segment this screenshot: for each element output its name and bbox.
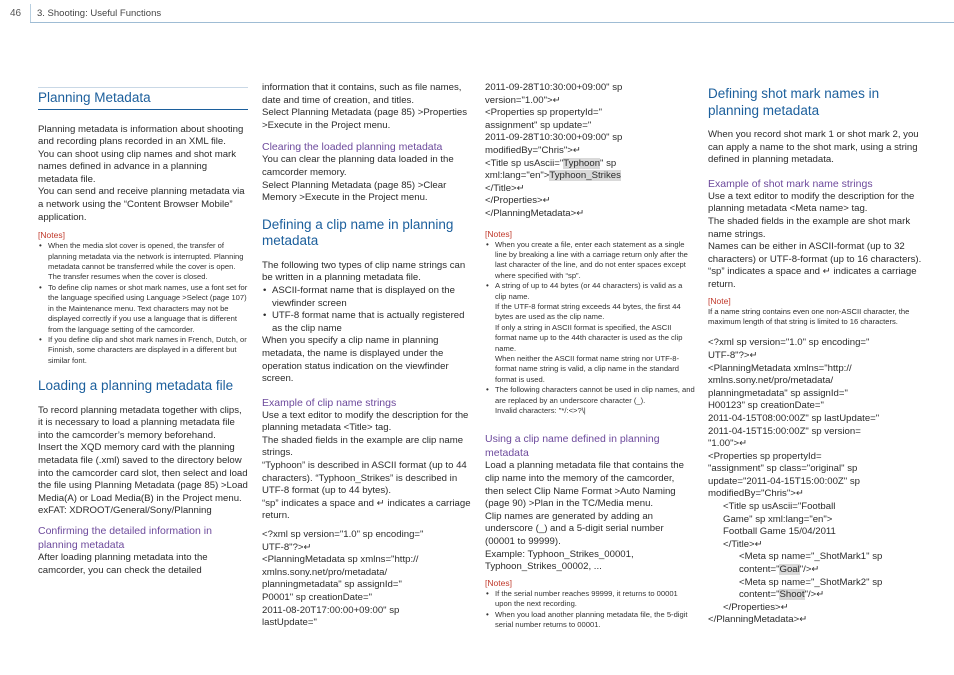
ascii-name-highlight: Typhoon bbox=[563, 157, 601, 169]
heading-clearing: Clearing the loaded planning metadata bbox=[262, 141, 443, 154]
paragraph: You can shoot using clip names and shot mark names defined in advance in a planning metadata file. bbox=[38, 148, 237, 185]
column-4 bbox=[708, 86, 923, 627]
code-line: 2011-04-15T15:00:00Z" sp version= bbox=[708, 425, 861, 437]
section-title: 3. Shooting: Useful Functions bbox=[37, 8, 162, 19]
heading-example-clip-name: Example of clip name strings bbox=[262, 396, 397, 409]
code-fragment: xml:lang="en"> bbox=[485, 170, 550, 182]
code-line: content="Shoot"/>↵ bbox=[739, 589, 825, 601]
code-line: planningmetadata" sp assignId=" bbox=[708, 387, 848, 399]
code-fragment: " sp bbox=[600, 157, 617, 169]
paragraph: Load a planning metadata file that contains the clip name into the memory of the camcorder, then select Clip Name Format >Auto Naming (page 90) >Plan in the TC/Media menu. bbox=[485, 460, 684, 510]
notes-label: [Notes] bbox=[38, 230, 65, 241]
code-line: <?xml sp version="1.0" sp encoding=" bbox=[262, 529, 424, 541]
code-line: "assignment" sp class="original" sp bbox=[708, 463, 858, 475]
notes-list bbox=[485, 240, 695, 417]
paragraph: The shaded fields in the example are clip name strings. bbox=[262, 434, 464, 459]
code-line bbox=[485, 158, 695, 171]
code-line: 2011-09-28T10:30:00+09:00" sp bbox=[485, 132, 623, 144]
code-line: xmlns.sony.net/pro/metadata/ bbox=[708, 375, 834, 387]
column-1 bbox=[38, 87, 248, 577]
code-line: 2011-09-28T10:30:00+09:00" sp bbox=[485, 82, 623, 93]
code-line: 2011-04-15T08:00:00Z" sp lastUpdate=" bbox=[708, 412, 880, 424]
paragraph: Example: Typhoon_Strikes_00001, Typhoon_Strikes_00002, ... bbox=[485, 548, 634, 573]
page-number: 46 bbox=[10, 8, 22, 19]
paragraph: You can send and receive planning metadata via a network using the “Content Browser Mobile” application. bbox=[38, 186, 245, 223]
paragraph: When you specify a clip name in planning metadata, the name is displayed under the operation status indication on the viewfinder screen. bbox=[262, 335, 449, 385]
code-line: H00123" sp creationDate=" bbox=[708, 400, 824, 412]
list-item: • UTF-8 format name that is actually registered as the clip name bbox=[262, 310, 472, 335]
notes-list bbox=[485, 589, 695, 631]
heading-example-shot-mark: Example of shot mark name strings bbox=[708, 177, 873, 190]
note-item: • The following characters cannot be used in clip names, and are replaced by an underscore character (_). Invalid characters: "*/:<>?\| bbox=[485, 385, 695, 416]
heading-loading-file: Loading a planning metadata file bbox=[38, 378, 234, 394]
paragraph: When you record shot mark 1 or shot mark 2, you can apply a name to the shot mark, using a string defined in planning metadata. bbox=[708, 129, 919, 166]
note-item: • When you create a file, enter each statement as a single line by breaking a line with a carriage return only after the last character of the line, and do not enter spaces except where specified with “sp”. bbox=[485, 240, 695, 282]
paragraph: “sp” indicates a space and ↵ indicates a carriage return. bbox=[262, 497, 471, 522]
code-line: </Title>↵ bbox=[485, 182, 525, 194]
shot-mark-2-highlight: Shoot bbox=[779, 589, 805, 601]
code-line: modifiedBy="Chris">↵ bbox=[708, 488, 804, 500]
code-line: <Title sp usAscii="Football bbox=[723, 501, 836, 513]
header-rule bbox=[30, 22, 954, 23]
code-line: update="2011-04-15T15:00:00Z" sp bbox=[708, 475, 860, 487]
code-line: <Meta sp name="_ShotMark2" sp bbox=[739, 576, 883, 588]
paragraph: To record planning metadata together with clips, it is necessary to load a planning metadata file into the camcorder’s memory beforehand. bbox=[38, 404, 242, 441]
code-line: version="1.00">↵ bbox=[485, 94, 561, 106]
paragraph: Use a text editor to modify the description for the planning metadata <Meta name> tag. bbox=[708, 190, 915, 215]
note-item: • When the media slot cover is opened, the transfer of planning metadata via the network is interrupted. Planning metadata cannot be transferred while the cover is open. The transfer resumes when the cover is closed. bbox=[38, 241, 248, 283]
code-line: Game" sp xml:lang="en"> bbox=[723, 513, 833, 525]
notes-label: [Notes] bbox=[485, 228, 512, 239]
header-divider bbox=[30, 4, 31, 22]
paragraph: Insert the XQD memory card with the planning metadata file (.xml) saved to the directory below into the camcorder card slot, then select and load the file using Planning Metadata (page 85) >Load Media(A) or Load Media(B) in the Project menu. bbox=[38, 442, 248, 504]
heading-shot-mark-names: Defining shot mark names in planning metadata bbox=[708, 86, 880, 118]
code-line: </Title>↵ bbox=[723, 538, 763, 550]
code-example bbox=[262, 529, 472, 630]
utf8-name-highlight: Typhoon_Strikes bbox=[549, 170, 621, 182]
paragraph: Select Planning Metadata (page 85) >Clear Memory >Execute in the Project menu. bbox=[262, 179, 447, 204]
code-line: <Meta sp name="_ShotMark1" sp bbox=[739, 551, 883, 563]
notes-label: [Notes] bbox=[485, 577, 512, 588]
list-item: • ASCII-format name that is displayed on the viewfinder screen bbox=[262, 285, 472, 310]
code-line: <Properties sp propertyId= bbox=[708, 450, 822, 462]
code-line: </Properties>↵ bbox=[485, 195, 551, 207]
paragraph: The following two types of clip name strings can be written in a planning metadata file. bbox=[262, 259, 466, 284]
paragraph: Planning metadata is information about shooting and recording plans recorded in an XML file. bbox=[38, 123, 244, 148]
code-line: assignment" sp update=" bbox=[485, 119, 592, 131]
paragraph: Clip names are generated by adding an underscore (_) and a 5-digit serial number (00001 to 99999). bbox=[485, 510, 664, 547]
code-line: UTF-8"?>↵ bbox=[262, 541, 312, 553]
heading-using-clip-name: Using a clip name defined in planning metadata bbox=[485, 433, 660, 460]
heading-planning-metadata: Planning Metadata bbox=[38, 87, 248, 110]
directory-path: exFAT: XDROOT/General/Sony/Planning bbox=[38, 505, 212, 517]
note-item: • If you define clip and shot mark names in French, Dutch, or Finnish, some characters are displayed in a different but similar font. bbox=[38, 335, 248, 366]
notes-list bbox=[38, 241, 248, 366]
format-list bbox=[262, 285, 472, 335]
note-item: • When you load another planning metadata file, the 5-digit serial number returns to 00001. bbox=[485, 610, 695, 631]
code-line bbox=[485, 170, 695, 183]
paragraph: The shaded fields in the example are shot mark name strings. bbox=[708, 215, 911, 240]
code-line: </Properties>↵ bbox=[723, 601, 789, 613]
paragraph: You can clear the planning data loaded in the camcorder memory. bbox=[262, 154, 454, 178]
note-text: If a name string contains even one non-ASCII character, the maximum length of that string is limited to 16 characters. bbox=[708, 306, 910, 326]
paragraph: Names can be either in ASCII-format (up to 32 characters) or UTF-8-format (up to 16 characters). bbox=[708, 241, 922, 265]
code-line: Football Game 15/04/2011 bbox=[723, 526, 836, 538]
paragraph: “Typhoon” is described in ASCII format (up to 44 characters). “Typhoon_Strikes” is described in UTF-8 format (up to 44 bytes). bbox=[262, 460, 467, 497]
column-3 bbox=[485, 82, 695, 630]
paragraph: information that it contains, such as file names, date and time of creation, and titles. bbox=[262, 82, 462, 106]
code-line: content="Goal"/>↵ bbox=[739, 564, 820, 576]
page-header bbox=[0, 0, 954, 26]
paragraph: Use a text editor to modify the description for the planning metadata <Title> tag. bbox=[262, 409, 469, 434]
note-label: [Note] bbox=[708, 295, 731, 306]
code-line: xmlns.sony.net/pro/metadata/ bbox=[262, 566, 388, 578]
code-line: "1.00">↵ bbox=[708, 438, 748, 450]
code-line: modifiedBy="Chris">↵ bbox=[485, 144, 581, 156]
note-item: • If the serial number reaches 99999, it returns to 00001 upon the next recording. bbox=[485, 589, 695, 610]
code-line: </PlanningMetadata>↵ bbox=[485, 207, 585, 219]
code-line: <?xml sp version="1.0" sp encoding=" bbox=[708, 337, 870, 349]
code-fragment: <Title sp usAscii=" bbox=[485, 157, 564, 169]
code-line: <Properties sp propertyId=" bbox=[485, 107, 602, 119]
code-line: UTF-8"?>↵ bbox=[708, 349, 758, 361]
code-line: 2011-08-20T17:00:00+09:00" sp bbox=[262, 604, 400, 616]
note-item: • A string of up to 44 bytes (or 44 characters) is valid as a clip name. If the UTF-8 format string exceeds 44 bytes, the first 44 bytes are used as the clip name. If only a string in ASCII format is specified, the ASCII format name up to the 44th character is used as the clip name. When neither the ASCII format name string nor UTF-8-format name string is valid, a clip name in the standard format is used. bbox=[485, 281, 695, 385]
paragraph: “sp” indicates a space and ↵ indicates a carriage return. bbox=[708, 266, 917, 290]
shot-mark-1-highlight: Goal bbox=[779, 564, 800, 576]
code-example bbox=[708, 337, 923, 627]
code-example-cont bbox=[485, 82, 695, 221]
paragraph: Select Planning Metadata (page 85) >Properties >Execute in the Project menu. bbox=[262, 107, 468, 131]
column-2 bbox=[262, 82, 472, 630]
code-line: <PlanningMetadata xmlns="http:// bbox=[708, 362, 852, 374]
note-item: • To define clip names or shot mark names, use a font set for the language specified using Language >Select (page 107) in the Maintenance menu. Text characters may not be displayed correctly if you use a language that is different from the language setting of the camcorder. bbox=[38, 283, 248, 335]
code-line: <PlanningMetadata sp xmlns="http:// bbox=[262, 554, 419, 566]
code-line: P0001" sp creationDate=" bbox=[262, 592, 373, 603]
heading-confirming-info: Confirming the detailed information in planning metadata bbox=[38, 524, 212, 551]
code-line: </PlanningMetadata>↵ bbox=[708, 614, 808, 626]
code-line: planningmetadata" sp assignId=" bbox=[262, 579, 402, 591]
heading-defining-clip-name: Defining a clip name in planning metadata bbox=[262, 216, 454, 249]
code-line: lastUpdate=" bbox=[262, 617, 317, 629]
paragraph: After loading planning metadata into the camcorder, you can check the detailed bbox=[38, 551, 208, 576]
